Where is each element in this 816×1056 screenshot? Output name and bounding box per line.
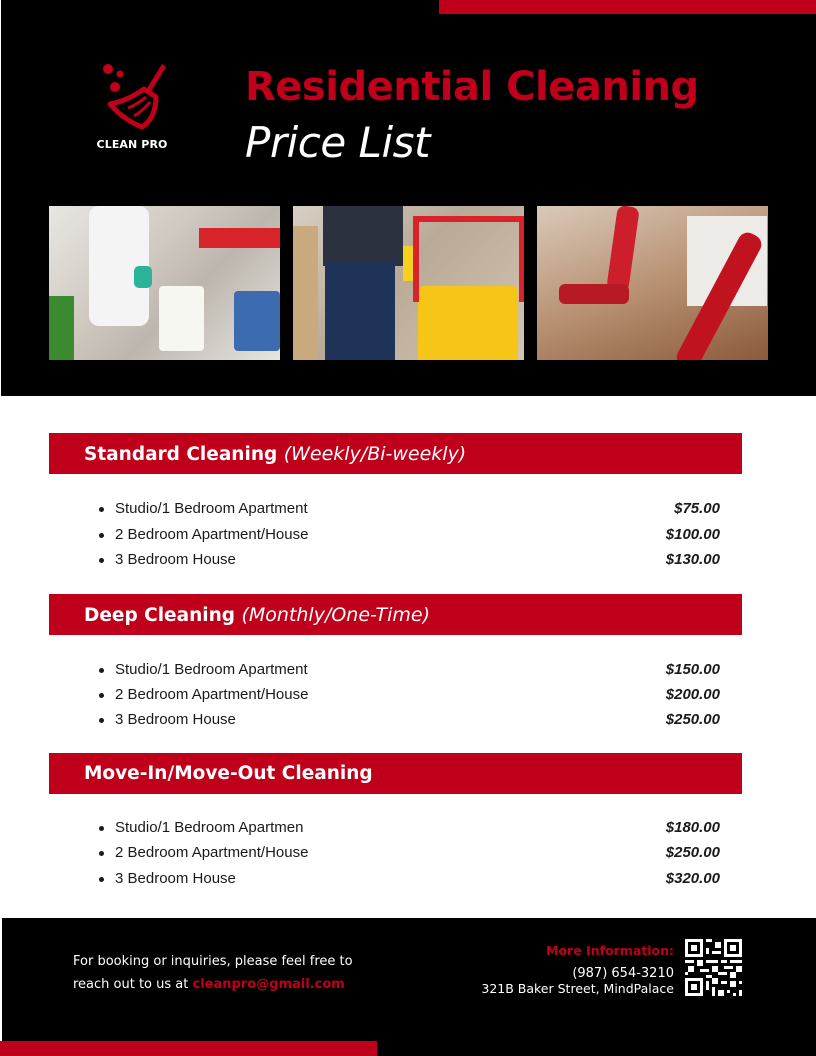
item-price: $200.00 (665, 686, 720, 703)
item-price: $250.00 (665, 711, 720, 728)
bullet-icon (99, 826, 104, 831)
bullet-icon (99, 507, 104, 512)
item-name: Studio/1 Bedroom Apartment (115, 661, 308, 678)
item-name: 3 Bedroom House (115, 870, 236, 887)
item-price: $100.00 (665, 526, 720, 543)
list-item (49, 843, 742, 865)
bullet-icon (99, 693, 104, 698)
list-item (49, 869, 742, 891)
logo (96, 60, 176, 160)
booking-info (73, 950, 403, 996)
phone-number: (987) 654-3210 (572, 966, 674, 981)
bottom-accent-bar (0, 1041, 377, 1056)
item-price: $250.00 (665, 844, 720, 861)
bullet-icon (99, 558, 104, 563)
section-title: Move-In/Move-Out Cleaning (84, 763, 373, 784)
broom-icon (98, 60, 170, 132)
item-name: 3 Bedroom House (115, 551, 236, 568)
bullet-icon (99, 668, 104, 673)
qr-code-icon[interactable] (685, 939, 742, 996)
section-header-standard-cleaning (49, 433, 742, 474)
item-name: 3 Bedroom House (115, 711, 236, 728)
list-item (49, 660, 742, 682)
item-price: $150.00 (665, 661, 720, 678)
booking-text-line2: reach out to us at (73, 977, 193, 992)
photo-mopping-worker (293, 206, 524, 360)
page-subtitle: Price List (245, 118, 430, 167)
email-link[interactable]: cleanpro@gmail.com (192, 977, 345, 992)
page-title: Residential Cleaning (245, 64, 699, 110)
list-item (49, 550, 742, 572)
photo-vacuum-cleaner (537, 206, 768, 360)
item-name: 2 Bedroom Apartment/House (115, 686, 309, 703)
section-header-move-cleaning (49, 753, 742, 794)
item-price: $180.00 (665, 819, 720, 836)
bullet-icon (99, 533, 104, 538)
item-price: $320.00 (665, 870, 720, 887)
list-item (49, 818, 742, 840)
item-price: $130.00 (665, 551, 720, 568)
item-name: 2 Bedroom Apartment/House (115, 526, 309, 543)
item-name: 2 Bedroom Apartment/House (115, 844, 309, 861)
bullet-icon (99, 877, 104, 882)
list-item (49, 710, 742, 732)
brand-name: CLEAN PRO (96, 138, 168, 151)
list-item (49, 499, 742, 521)
section-subtitle: (Monthly/One-Time) (241, 604, 431, 626)
section-header-deep-cleaning (49, 594, 742, 635)
item-name: Studio/1 Bedroom Apartment (115, 500, 308, 517)
list-item (49, 525, 742, 547)
section-title: Standard Cleaning (84, 444, 278, 465)
item-name: Studio/1 Bedroom Apartmen (115, 819, 304, 836)
more-info-label: More Information: (546, 943, 674, 958)
top-accent-bar (439, 0, 816, 14)
section-title: Deep Cleaning (84, 605, 236, 626)
bullet-icon (99, 718, 104, 723)
section-subtitle: (Weekly/Bi-weekly) (283, 443, 467, 465)
bullet-icon (99, 851, 104, 856)
item-price: $75.00 (674, 500, 720, 517)
list-item (49, 685, 742, 707)
photo-protective-suit-worker (49, 206, 280, 360)
booking-text-line1: For booking or inquiries, please feel free to (73, 954, 353, 969)
address: 321B Baker Street, MindPalace (481, 981, 674, 996)
